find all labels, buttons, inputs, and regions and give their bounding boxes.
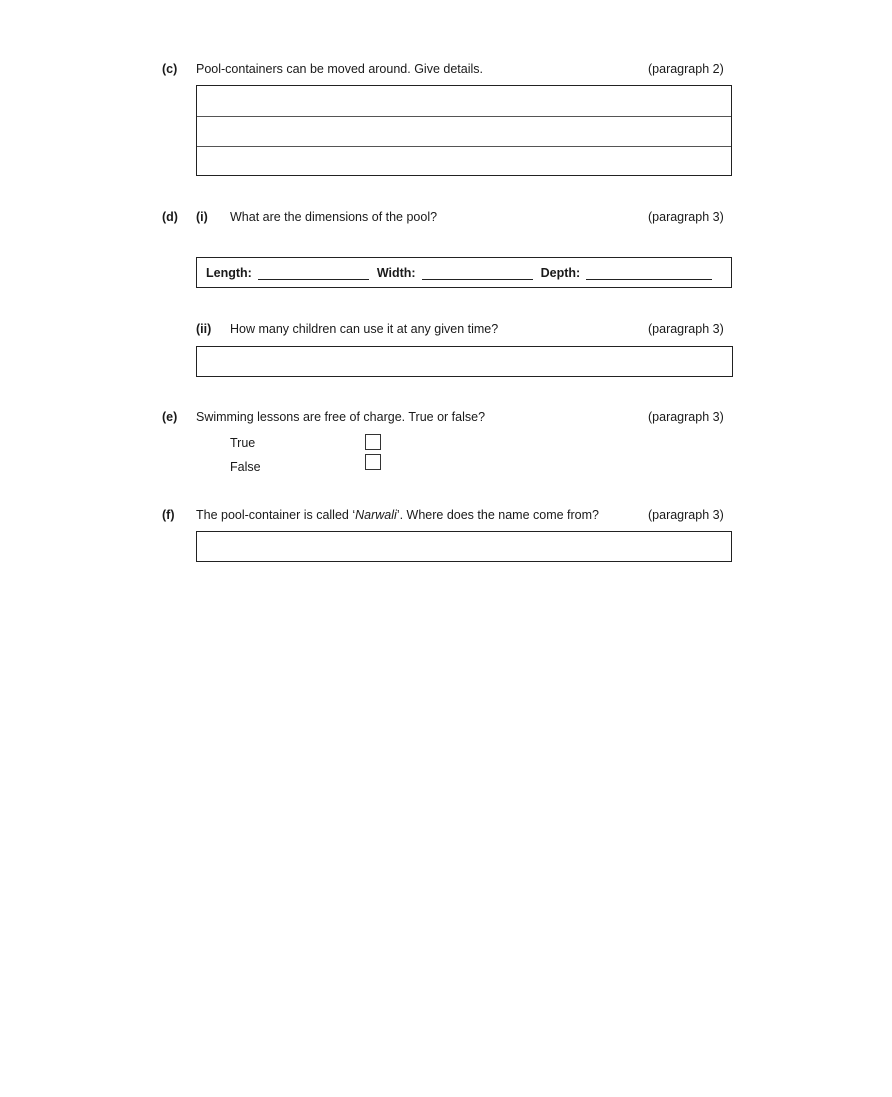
question-d-letter: (d) <box>162 210 178 224</box>
option-true-checkbox[interactable] <box>365 434 381 450</box>
question-e-reference: (paragraph 3) <box>648 410 724 424</box>
width-field[interactable] <box>377 266 533 280</box>
option-false-checkbox[interactable] <box>365 454 381 470</box>
question-e-text: Swimming lessons are free of charge. True or false? <box>196 410 486 424</box>
question-d-ii-answer-box[interactable] <box>196 346 733 377</box>
dimensions-box <box>196 257 732 288</box>
option-true-label: True <box>230 436 256 450</box>
width-label: Width: <box>376 265 416 280</box>
question-d-i-label: (i) <box>196 210 208 224</box>
question-d-i-text: What are the dimensions of the pool? <box>230 210 438 224</box>
depth-blank[interactable] <box>586 266 712 280</box>
question-f-reference: (paragraph 3) <box>648 508 724 522</box>
width-blank[interactable] <box>422 266 533 280</box>
question-c-answer-box[interactable] <box>196 85 732 176</box>
question-f-answer-box[interactable] <box>196 531 732 562</box>
question-d-ii-reference: (paragraph 3) <box>648 322 724 336</box>
question-f-letter: (f) <box>162 508 175 522</box>
question-f-text-before: The pool-container is called ‘ <box>196 508 356 522</box>
length-blank[interactable] <box>258 266 369 280</box>
question-d-ii-label: (ii) <box>196 322 212 336</box>
pool-name: Narwali <box>355 508 397 522</box>
option-false-label: False <box>230 460 261 474</box>
depth-label: Depth: <box>540 265 581 280</box>
answer-line <box>197 116 731 117</box>
question-f-text <box>196 508 599 522</box>
question-f-text-after: ’. Where does the name come from? <box>396 508 599 522</box>
question-c-text: Pool-containers can be moved around. Give details. <box>196 62 483 76</box>
question-c-reference: (paragraph 2) <box>648 62 724 76</box>
length-label: Length: <box>206 265 252 280</box>
question-e-letter: (e) <box>162 410 178 424</box>
question-d-i-reference: (paragraph 3) <box>648 210 724 224</box>
length-field[interactable] <box>206 266 369 280</box>
depth-field[interactable] <box>541 266 713 280</box>
question-c-letter: (c) <box>162 62 178 76</box>
answer-line <box>197 146 731 147</box>
question-d-ii-text: How many children can use it at any given time? <box>230 322 499 336</box>
